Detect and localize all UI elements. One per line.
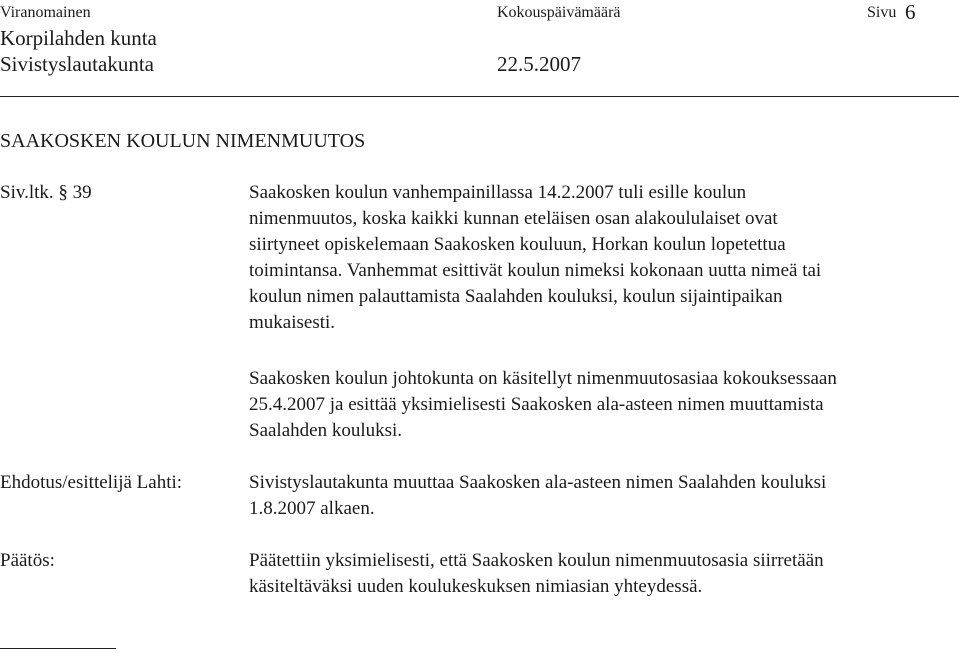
- paragraph-line: nimenmuutos, koska kaikki kunnan eteläisen osan alakoululaiset ovat: [249, 208, 778, 229]
- paragraph-line: käsiteltäväksi uuden koulukeskuksen nimiasian yhteydessä.: [249, 576, 703, 597]
- board-paragraph: [249, 366, 954, 444]
- paragraph-line: toimintansa. Vanhemmat esittivät koulun nimeksi kokonaan uutta nimeä tai: [249, 260, 822, 281]
- proposal-label: Ehdotus/esittelijä Lahti:: [0, 472, 183, 493]
- authority-name: Sivistyslautakunta: [0, 52, 154, 76]
- paragraph-line: Päätettiin yksimielisesti, että Saakosken koulun nimenmuutosasia siirretään: [249, 550, 824, 571]
- paragraph-line: Saakosken koulun vanhempainillassa 14.2.2007 tuli esille koulun: [249, 182, 747, 203]
- header-divider: [0, 96, 959, 97]
- paragraph-line: Sivistyslautakunta muuttaa Saakosken ala-asteen nimen Saalahden kouluksi: [249, 472, 827, 493]
- page-label: Sivu: [867, 4, 897, 21]
- paragraph-line: 1.8.2007 alkaen.: [249, 498, 375, 519]
- official-label: Viranomainen: [0, 4, 91, 21]
- proposal-text: [249, 470, 954, 522]
- meeting-date-label: Kokouspäivämäärä: [497, 4, 621, 21]
- paragraph-line: siirtyneet opiskelemaan Saakosken kouluun, Horkan koulun lopetettua: [249, 234, 786, 255]
- section-label: Siv.ltk. § 39: [0, 182, 92, 203]
- decision-text: [249, 548, 954, 600]
- paragraph-line: Saakosken koulun johtokunta on käsitellyt nimenmuutosasiaa kokouksessaan: [249, 368, 837, 389]
- meeting-date: 22.5.2007: [497, 52, 581, 76]
- decision-label: Päätös:: [0, 550, 55, 571]
- footer-divider: [0, 648, 116, 649]
- document-title: SAAKOSKEN KOULUN NIMENMUUTOS: [0, 130, 366, 152]
- organization-name: Korpilahden kunta: [0, 26, 157, 50]
- paragraph-line: koulun nimen palauttamista Saalahden kouluksi, koulun sijaintipaikan: [249, 286, 783, 307]
- paragraph-line: 25.4.2007 ja esittää yksimielisesti Saakosken ala-asteen nimen muuttamista: [249, 394, 824, 415]
- background-paragraph: [249, 180, 954, 336]
- paragraph-line: Saalahden kouluksi.: [249, 420, 403, 441]
- page-number: 6: [905, 0, 916, 24]
- paragraph-line: mukaisesti.: [249, 312, 336, 333]
